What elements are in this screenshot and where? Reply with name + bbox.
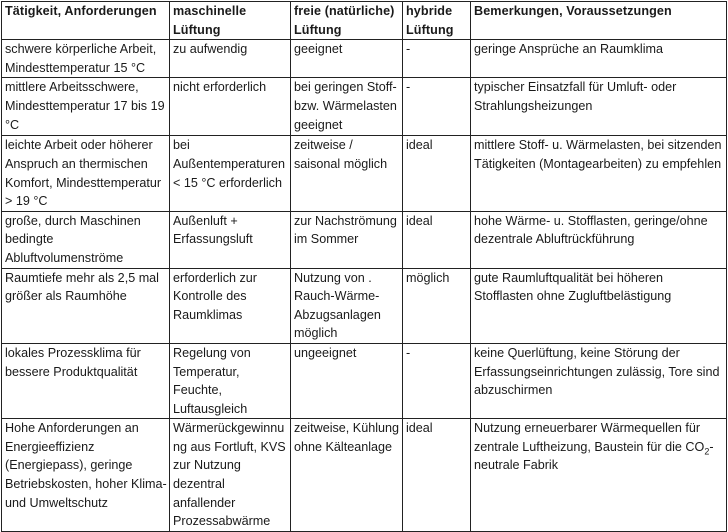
table-row [2,211,727,268]
cell-hybrid: ideal [403,211,471,268]
cell-remarks: geringe Ansprüche an Raumklima [471,40,727,78]
cell-natural: zeitweise / saisonal möglich [291,136,403,211]
cell-hybrid: ideal [403,136,471,211]
cell-hybrid: ideal [403,419,471,532]
remarks-text-end: -neutrale Fabrik [474,439,714,473]
cell-natural: geeignet [291,40,403,78]
cell-remarks: mittlere Stoff- u. Wärmelasten, bei sitzenden Tätigkeiten (Montagearbeiten) zu empfehlen [471,136,727,211]
cell-remarks: keine Querlüftung, keine Störung der Erfassungseinrichtungen zulässig, Tore sind abzuschirmen [471,343,727,418]
cell-hybrid: - [403,343,471,418]
cell-mechanical: erforderlich zur Kontrolle des Raumklimas [170,268,291,343]
cell-activity: lokales Prozessklima für bessere Produktqualität [2,343,170,418]
cell-hybrid: - [403,40,471,78]
table-row [2,136,727,211]
ventilation-comparison-table [1,1,727,532]
cell-activity: Raumtiefe mehr als 2,5 mal größer als Raumhöhe [2,268,170,343]
header-row [2,2,727,40]
cell-activity: mittlere Arbeitsschwere, Mindesttemperatur 17 bis 19 °C [2,78,170,136]
cell-remarks: gute Raumluftqualität bei höheren Stofflasten ohne Zugluftbelästigung [471,268,727,343]
cell-activity: leichte Arbeit oder höherer Anspruch an thermischen Komfort, Mindesttemperatur > 19 °C [2,136,170,211]
header-hybrid-ventilation: hybride Lüftung [403,2,471,40]
cell-remarks: hohe Wärme- u. Stofflasten, geringe/ohne dezentrale Abluftrückführung [471,211,727,268]
subscript-2: 2 [704,446,710,457]
header-mechanical-ventilation: maschinelle Lüftung [170,2,291,40]
cell-activity: schwere körperliche Arbeit, Mindesttemperatur 15 °C [2,40,170,78]
cell-mechanical: Außenluft + Erfassungsluft [170,211,291,268]
cell-remarks [471,419,727,532]
cell-mechanical: nicht erforderlich [170,78,291,136]
cell-activity: Hohe Anforderungen an Energieeffizienz (Energiepass), geringe Betriebskosten, hoher Klima- und Umweltschutz [2,419,170,532]
cell-activity: große, durch Maschinen bedingte Abluftvolumenströme [2,211,170,268]
header-activity: Tätigkeit, Anforderungen [2,2,170,40]
cell-mechanical: Wärmerückgewinnung aus Fortluft, KVS zur Nutzung dezentral anfallender Prozessabwärme [170,419,291,532]
table-row [2,40,727,78]
cell-remarks: typischer Einsatzfall für Umluft- oder Strahlungsheizungen [471,78,727,136]
cell-mechanical: Regelung von Temperatur, Feuchte, Luftausgleich [170,343,291,418]
header-remarks: Bemerkungen, Voraussetzungen [471,2,727,40]
cell-mechanical: bei Außentemperaturen < 15 °C erforderlich [170,136,291,211]
cell-mechanical: zu aufwendig [170,40,291,78]
table-row [2,419,727,532]
table-row [2,78,727,136]
cell-natural: Nutzung von . Rauch-Wärme-Abzugsanlagen möglich [291,268,403,343]
cell-hybrid: - [403,78,471,136]
cell-natural: bei geringen Stoff- bzw. Wärmelasten geeignet [291,78,403,136]
table-row [2,343,727,418]
cell-hybrid: möglich [403,268,471,343]
cell-natural: zeitweise, Kühlung ohne Kälteanlage [291,419,403,532]
remarks-text: Nutzung erneuerbarer Wärmequellen für zentrale Luftheizung, Baustein für die CO [474,421,705,454]
cell-natural: zur Nachströmung im Sommer [291,211,403,268]
table-row [2,268,727,343]
cell-natural: ungeeignet [291,343,403,418]
header-natural-ventilation: freie (natürliche) Lüftung [291,2,403,40]
